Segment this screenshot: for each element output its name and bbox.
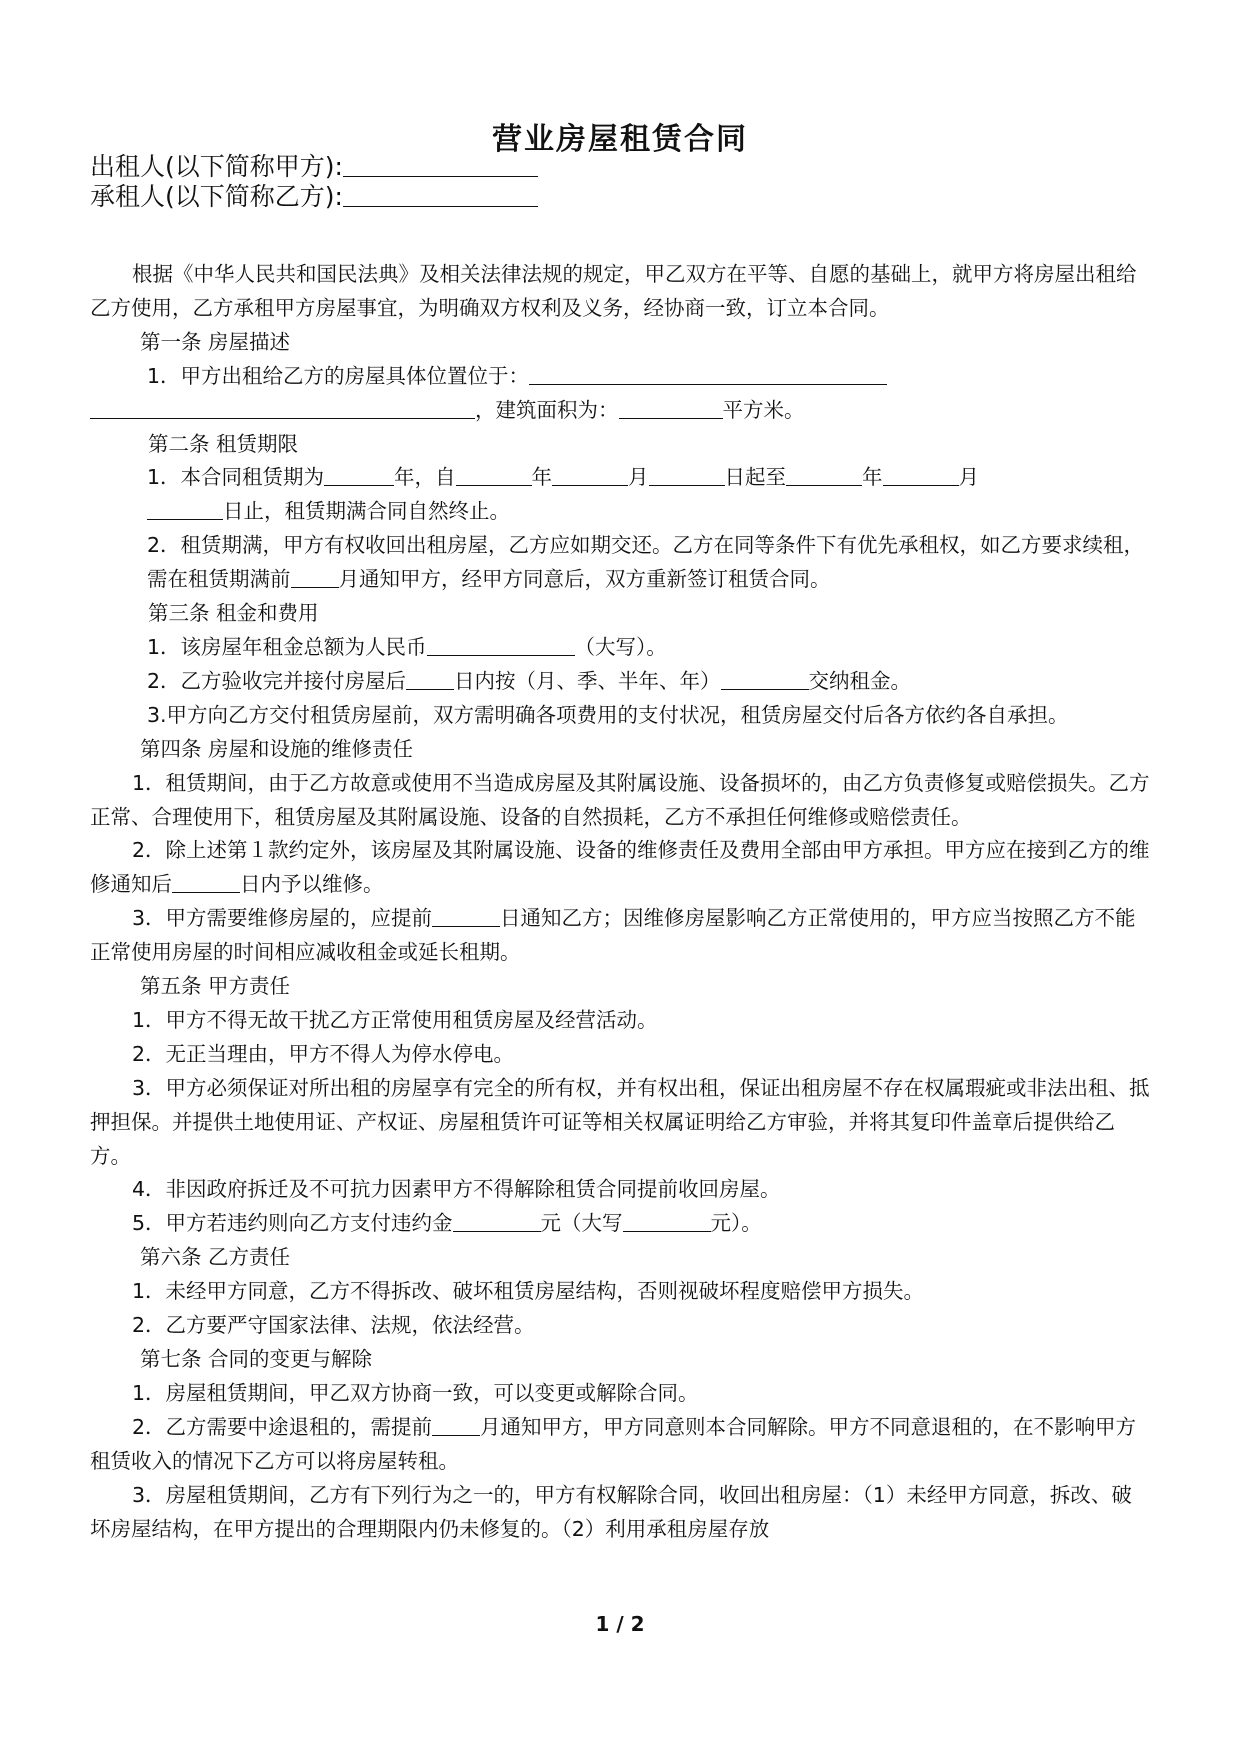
lessee-blank[interactable] — [343, 186, 538, 207]
contract-title: 营业房屋租赁合同 — [492, 122, 748, 157]
start-day-blank[interactable] — [649, 465, 725, 486]
termination-notice-blank[interactable] — [432, 1415, 480, 1436]
location-blank[interactable] — [529, 364, 887, 385]
article-3-item-3: 3.甲方向乙方交付租赁房屋前，双方需明确各项费用的支付状况，租赁房屋交付后各方依约各自承担。 — [147, 702, 1069, 727]
lessee-line — [90, 180, 538, 214]
article-5-item-3: 3．甲方必须保证对所出租的房屋享有完全的所有权，并有权出租，保证出租房屋不存在权属瑕疵或非法出租、抵押担保。并提供土地使用证、产权证、房屋租赁许可证等相关权属证明给乙方审验，并将其复印件盖章后提供给乙方。 — [90, 1075, 1150, 1168]
end-day-blank[interactable] — [147, 499, 223, 520]
term-years-blank[interactable] — [324, 465, 394, 486]
lessor-label: 出租人(以下简称甲方): — [90, 152, 343, 181]
penalty-words-blank[interactable] — [623, 1211, 711, 1232]
article-5-heading: 第五条 甲方责任 — [140, 974, 291, 999]
article-2-item-2: 2．租赁期满，甲方有权收回出租房屋，乙方应如期交还。乙方在同等条件下有优先承租权，如乙方要求续租，需在租赁期满前 月通知甲方，经甲方同意后，双方重新签订租赁合同。 — [147, 533, 1145, 592]
preamble: 根据《中华人民共和国民法典》及相关法律法规的规定，甲乙双方在平等、自愿的基础上，就甲方将房屋出租给乙方使用，乙方承租甲方房屋事宜，为明确双方权利及义务，经协商一致，订立本合同。 — [90, 262, 1137, 320]
article-3-heading: 第三条 租金和费用 — [148, 601, 319, 626]
article-5-item-4: 4．非因政府拆迁及不可抗力因素甲方不得解除租赁合同提前收回房屋。 — [132, 1177, 781, 1202]
article-3-item-1: 1．该房屋年租金总额为人民币 （大写）。 — [147, 634, 667, 659]
article-4-heading: 第四条 房屋和设施的维修责任 — [140, 736, 414, 761]
article-5-item-1: 1．甲方不得无故干扰乙方正常使用租赁房屋及经营活动。 — [132, 1007, 658, 1032]
location-blank-2[interactable] — [90, 398, 475, 419]
article-7-heading: 第七条 合同的变更与解除 — [140, 1347, 373, 1371]
start-month-blank[interactable] — [552, 465, 628, 486]
lessee-label: 承租人(以下简称乙方): — [90, 182, 343, 211]
renewal-notice-blank[interactable] — [291, 567, 339, 588]
lessor-blank[interactable] — [343, 156, 538, 177]
area-blank[interactable] — [619, 398, 723, 419]
article-4-item-1: 1．租赁期间，由于乙方故意或使用不当造成房屋及其附属设施、设备损坏的，由乙方负责修复或赔偿损失。乙方正常、合理使用下，租赁房屋及其附属设施、设备的自然损耗，乙方不承担任何维修或赔偿责任。 — [90, 770, 1150, 829]
start-year-blank[interactable] — [456, 465, 532, 486]
article-4-item-3: 3．甲方需要维修房屋的，应提前 日通知乙方；因维修房屋影响乙方正常使用的，甲方应当按照乙方不能正常使用房屋的时间相应减收租金或延长租期。 — [90, 906, 1136, 965]
article-4-item-2: 2．除上述第１款约定外，该房屋及其附属设施、设备的维修责任及费用全部由甲方承担。甲方应在接到乙方的维修通知后 日内予以维修。 — [90, 838, 1150, 897]
article-7-item-3: 3．房屋租赁期间，乙方有下列行为之一的，甲方有权解除合同，收回出租房屋：（1）未经甲方同意，拆改、破坏房屋结构，在甲方提出的合理期限内仍未修复的。（2）利用承租房屋存放 — [90, 1482, 1132, 1541]
page-number: 1 / 2 — [595, 1612, 645, 1636]
end-month-blank[interactable] — [883, 465, 959, 486]
article-2-item-1: 1．本合同租赁期为 年，自 年 月 日起至 年 月 日止，租赁期满合同自然终止。 — [147, 465, 980, 524]
article-5-item-5: 5．甲方若违约则向乙方支付违约金 元（大写 元）。 — [132, 1211, 762, 1236]
article-3-item-2: 2．乙方验收完并接付房屋后 日内按（月、季、半年、年） 交纳租金。 — [147, 668, 912, 693]
contract-body — [90, 258, 1150, 1546]
payment-period-blank[interactable] — [721, 669, 809, 690]
repair-days-blank[interactable] — [172, 872, 240, 893]
article-7-item-2: 2．乙方需要中途退租的，需提前 月通知甲方，甲方同意则本合同解除。甲方不同意退租的，在不影响甲方租赁收入的情况下乙方可以将房屋转租。 — [90, 1414, 1137, 1473]
article-5-item-2: 2．无正当理由，甲方不得人为停水停电。 — [132, 1041, 515, 1066]
end-year-blank[interactable] — [786, 465, 862, 486]
article-6-item-1: 1．未经甲方同意，乙方不得拆改、破坏租赁房屋结构，否则视破坏程度赔偿甲方损失。 — [132, 1279, 925, 1304]
lessor-line — [90, 150, 538, 184]
article-2-heading: 第二条 租赁期限 — [148, 431, 299, 456]
payment-days-blank[interactable] — [406, 669, 454, 690]
article-1-heading: 第一条 房屋描述 — [140, 329, 291, 354]
notice-days-blank[interactable] — [432, 906, 500, 927]
article-1-item-1: 1．甲方出租给乙方的房屋具体位置位于： ，建筑面积为： 平方米。 — [90, 360, 1150, 428]
article-6-heading: 第六条 乙方责任 — [140, 1245, 291, 1270]
article-7-item-1: 1．房屋租赁期间，甲乙双方协商一致，可以变更或解除合同。 — [132, 1380, 699, 1405]
penalty-amount-blank[interactable] — [453, 1211, 541, 1232]
annual-rent-blank[interactable] — [427, 635, 575, 656]
article-6-item-2: 2．乙方要严守国家法律、法规，依法经营。 — [132, 1313, 535, 1338]
